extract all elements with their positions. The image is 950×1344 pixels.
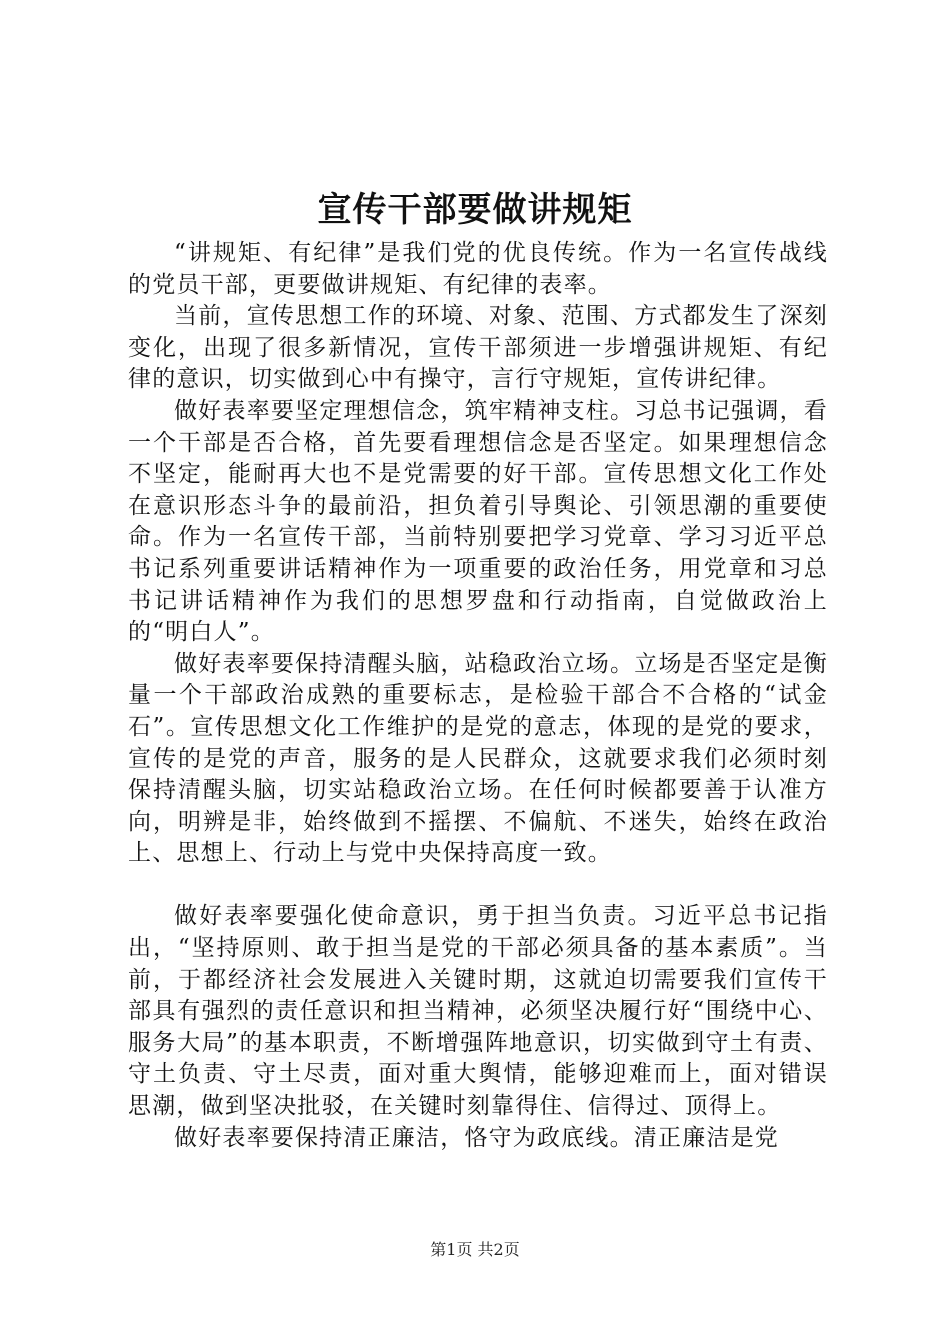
paragraph-political-stance: 做好表率要保持清醒头脑，站稳政治立场。立场是否坚定是衡量一个干部政治成熟的重要标志，是检验干部合不合格的“试金石”。宣传思想文化工作维护的是党的意志，体现的是党的要求，宣传的是党的声音，服务的是人民群众，这就要求我们必须时刻保持清醒头脑，切实站稳政治立场。在任何时候都要善于认准方向，明辨是非，始终做到不摇摆、不偏航、不迷失，始终在政治上、思想上、行动上与党中央保持高度一致。 [128, 650, 828, 867]
paragraph-intro: “讲规矩、有纪律”是我们党的优良传统。作为一名宣传战线的党员干部，更要做讲规矩、有纪律的表率。 [128, 240, 828, 298]
paragraph-responsibility: 做好表率要强化使命意识，勇于担当负责。习近平总书记指出，“坚持原则、敢于担当是党的干部必须具备的基本素质”。当前，于都经济社会发展进入关键时期，这就迫切需要我们宣传干部具有强烈的责任意识和担当精神，必须坚决履行好“围绕中心、服务大局”的基本职责，不断增强阵地意识，切实做到守土有责、守土负责、守土尽责，面对重大舆情，能够迎难而上，面对错误思潮，做到坚决批驳，在关键时刻靠得住、信得过、顶得上。 [128, 903, 828, 1120]
paragraph-integrity: 做好表率要保持清正廉洁，恪守为政底线。清正廉洁是党 [174, 1124, 779, 1151]
paragraph-ideals: 做好表率要坚定理想信念，筑牢精神支柱。习总书记强调，看一个干部是否合格，首先要看理想信念是否坚定。如果理想信念不坚定，能耐再大也不是党需要的好干部。宣传思想文化工作处在意识形态斗争的最前沿，担负着引导舆论、引领思潮的重要使命。作为一名宣传干部，当前特别要把学习党章、学习习近平总书记系列重要讲话精神作为一项重要的政治任务，用党章和习总书记讲话精神作为我们的思想罗盘和行动指南，自觉做政治上的“明白人”。 [128, 397, 828, 646]
paragraph-context: 当前，宣传思想工作的环境、对象、范围、方式都发生了深刻变化，出现了很多新情况，宣传干部须进一步增强讲规矩、有纪律的意识，切实做到心中有操守，言行守规矩，宣传讲纪律。 [128, 303, 828, 393]
page-number-footer: 第1页 共2页 [430, 1240, 520, 1259]
document-body [128, 238, 828, 1154]
document-title: 宣传干部要做讲规矩 [317, 190, 633, 230]
